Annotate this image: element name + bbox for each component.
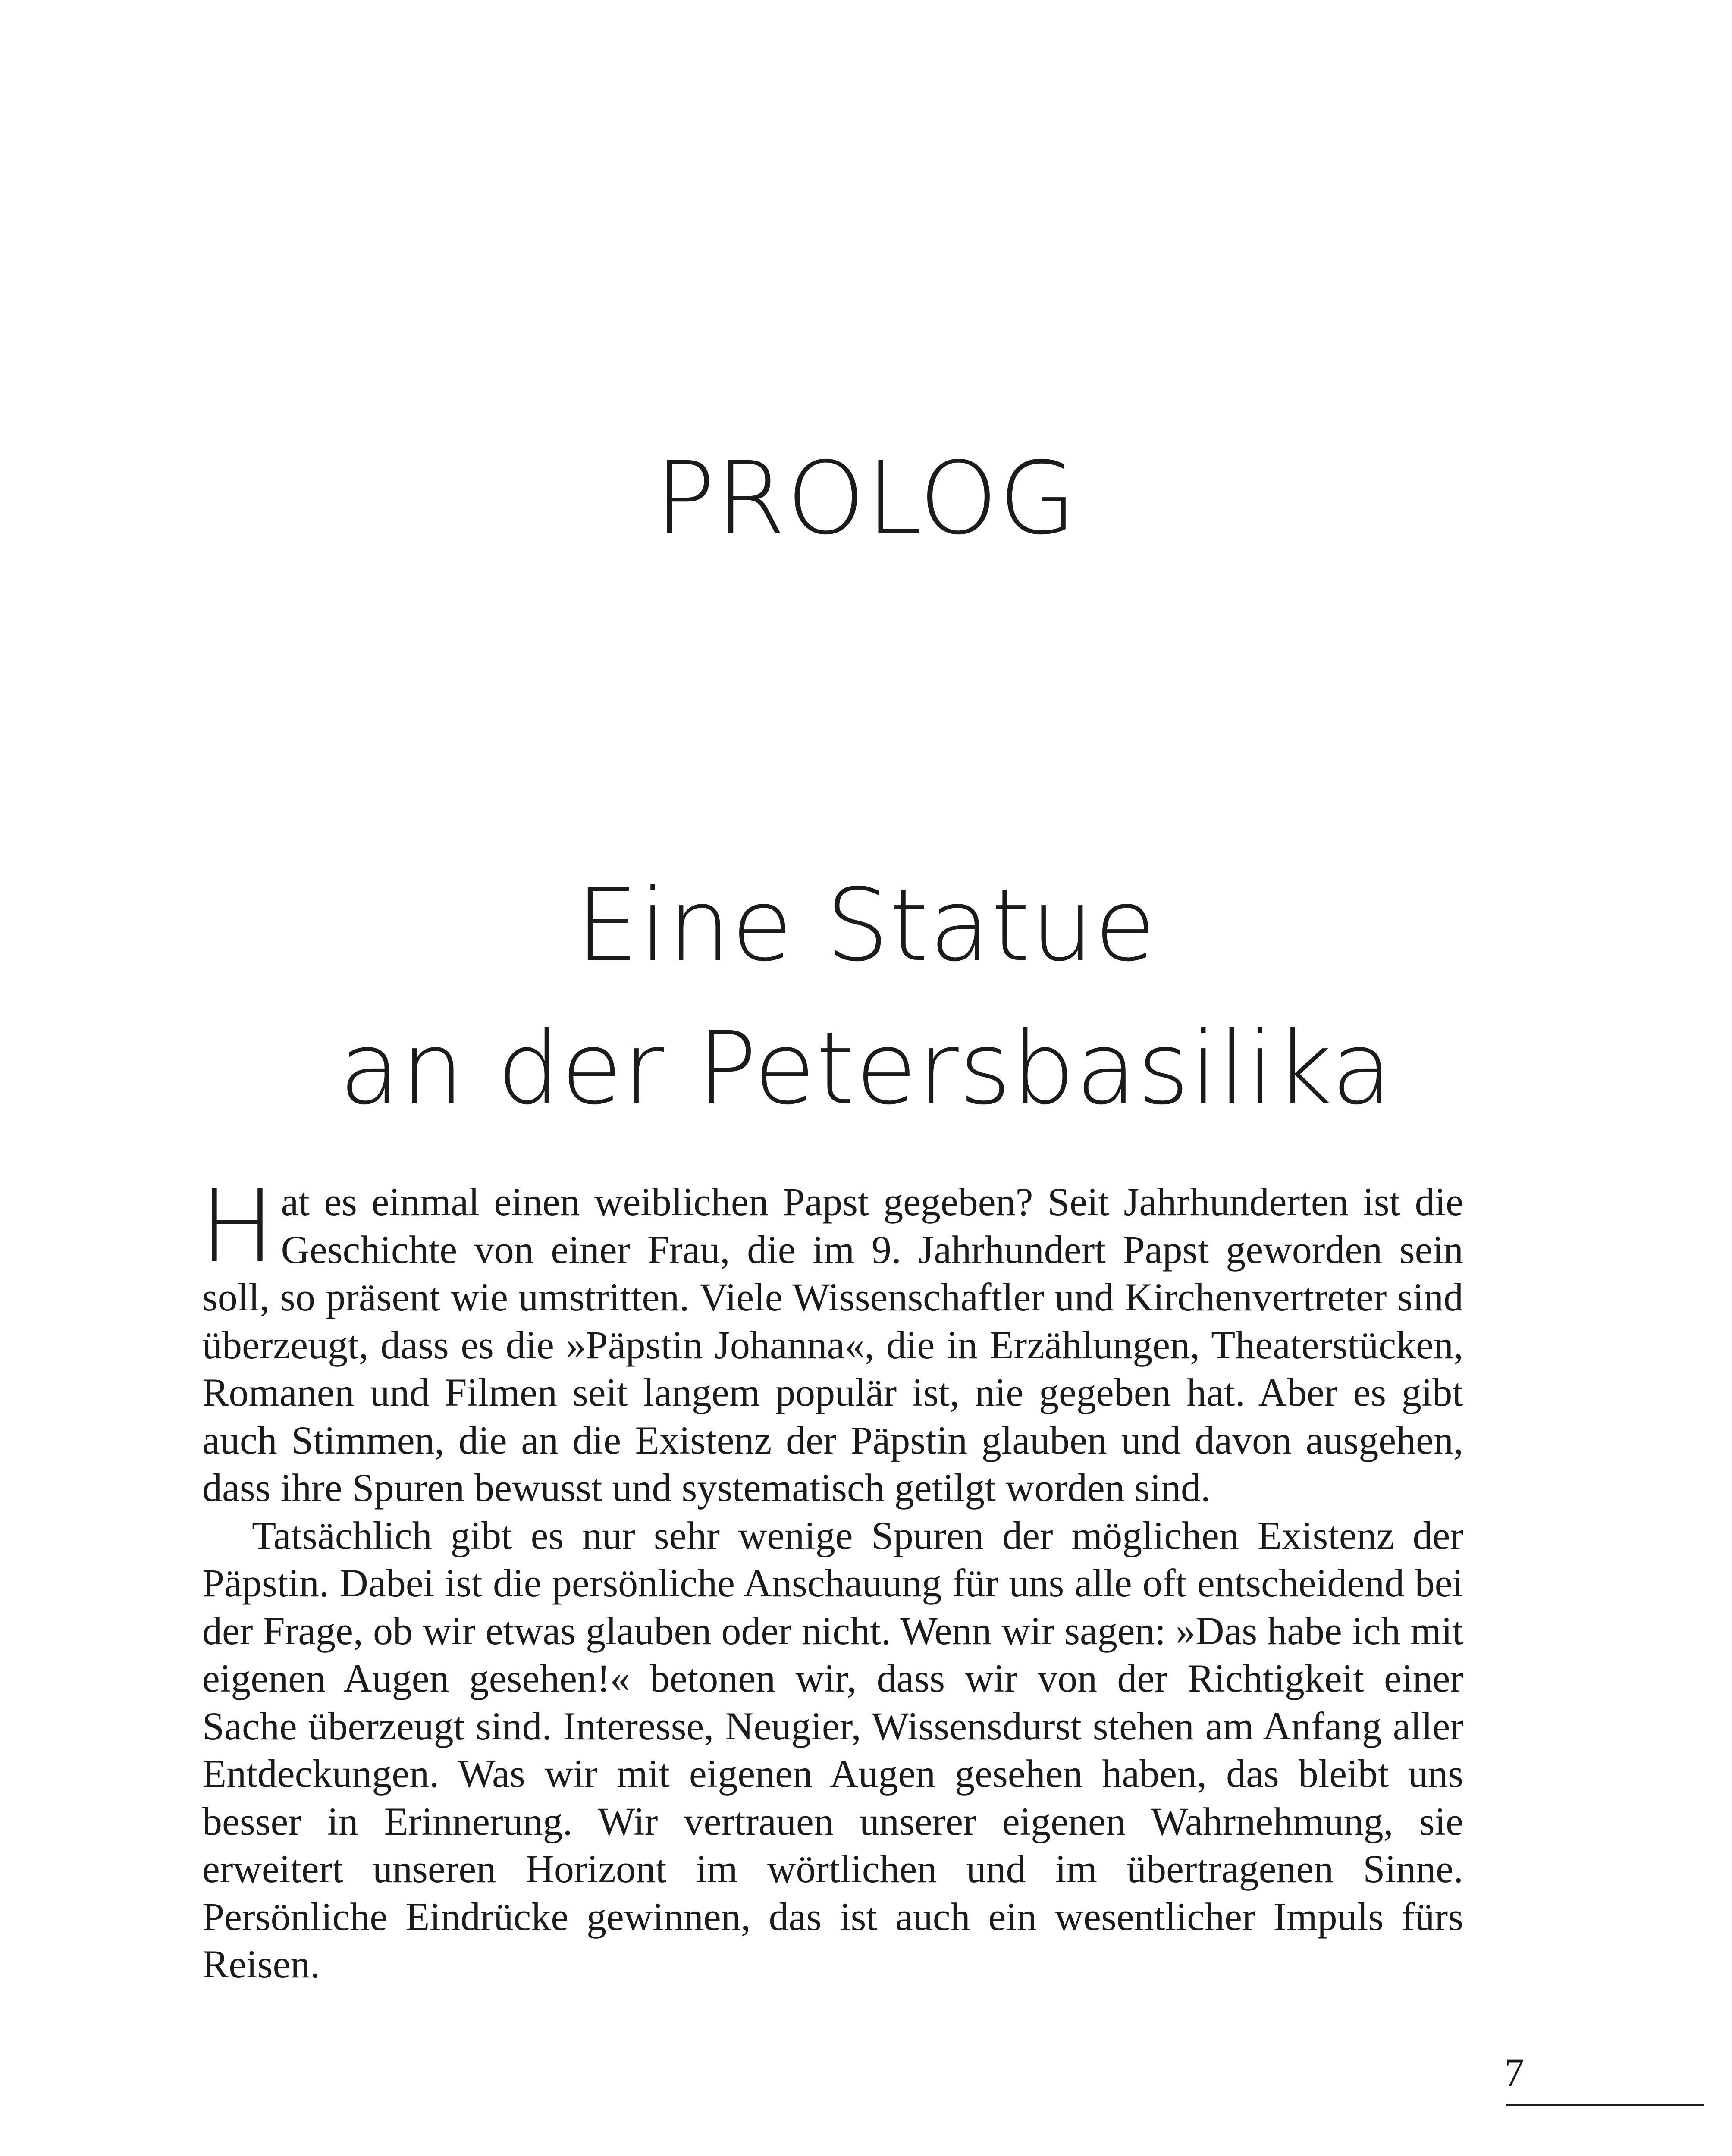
paragraph-1-text: at es einmal einen weiblichen Papst gegeben? Seit Jahrhunderten ist die Geschichte von einer Frau, die im 9. Jahrhundert Papst geworden sein soll, so präsent wie umstritten. Viele Wissenschaftler und Kirchenvertreter sind überzeugt, dass es die »Päpstin Johanna«, die in Erzählungen, Theaterstücken, Romanen und Filmen seit langem populär ist, nie gegeben hat. Aber es gibt auch Stimmen, die an die Existenz der Päpstin glauben und davon ausgehen, dass ihre Spuren bewusst und systematisch getilgt worden sind. (202, 1180, 1463, 1510)
chapter-title-line-2: an der Petersbasilika (339, 1010, 1393, 1127)
chapter-title-line-1: Eine Statue (575, 867, 1157, 984)
footer-rule (1506, 2104, 1704, 2106)
body-text (200, 1168, 1463, 1988)
paragraph-2: Tatsächlich gibt es nur sehr wenige Spuren der möglichen Existenz der Päpstin. Dabei ist die persönliche Anschauung für uns alle oft entscheidend bei der Frage, ob wir etwas glauben oder nicht. Wenn wir sagen: »Das habe ich mit eigenen Augen gesehen!« betonen wir, dass wir von der Richtigkeit einer Sache überzeugt sind. Interesse, Neugier, Wissensdurst stehen am Anfang aller Entdeckungen. Was wir mit eigenen Augen gesehen haben, das bleibt uns besser in Erinnerung. Wir vertrauen unserer eigenen Wahrnehmung, sie erweitert unseren Horizont im wörtlichen und im übertragenen Sinne. Persönliche Eindrücke gewinnen, das ist auch ein wesentlicher Impuls fürs Reisen. (202, 1513, 1463, 1986)
chapter-label: PROLOG (655, 440, 1077, 557)
chapter-title (0, 854, 1732, 1140)
paragraph-1 (200, 1168, 1463, 1512)
drop-cap: H (200, 1168, 275, 1285)
page-number: 7 (1504, 2050, 1524, 2094)
